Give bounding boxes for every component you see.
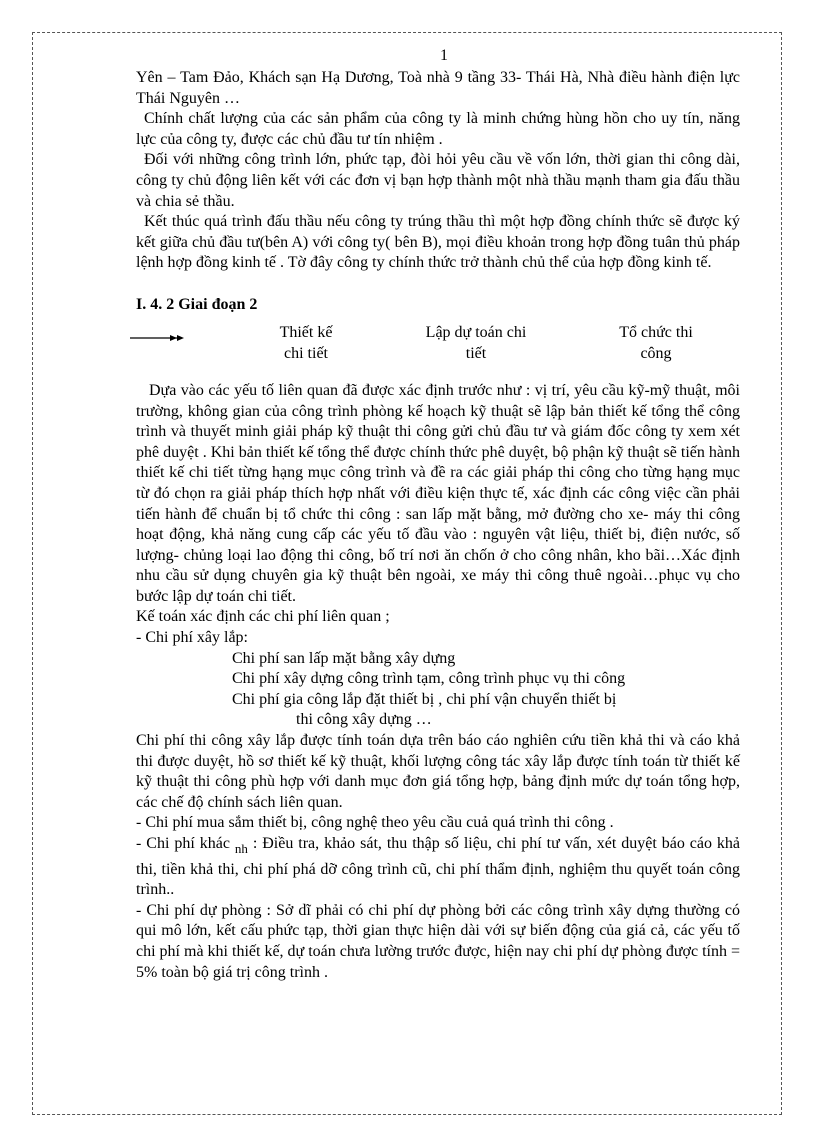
intro-paragraph-1: Yên – Tam Đảo, Khách sạn Hạ Dương, Toà nhà 9 tầng 33- Thái Hà, Nhà điều hành điện lực Thái Nguyên … [136,69,740,107]
flow-step-line: Thiết kế [279,323,333,341]
flow-step-organize-construction [596,323,716,364]
equipment-cost: - Chi phí mua sắm thiết bị, công nghệ theo yêu cầu cuả quá trình thi công . [136,814,614,832]
construction-cost-item: Chi phí san lấp mặt bằng xây dựng [232,649,456,667]
flow-step-line: Lập dự toán chi [425,323,527,341]
document-body [136,46,740,983]
intro-paragraph-4: Kết thúc quá trình đấu thầu nếu công ty trúng thầu thì một hợp đồng chính thức sẽ được ký kết giữa chủ đầu tư(bên A) với công ty( bên B), mọi điều khoản trong hợp đồng tuân thủ pháp lệnh hợp đồng kinh tế . Tờ đây công ty chính thức trở thành chủ thể của hợp đồng kinh tế. [136,213,740,272]
arrow-right-icon [130,333,186,343]
construction-cost-item: Chi phí gia công lắp đặt thiết bị , chi phí vận chuyển thiết bị [232,690,617,708]
process-flow [136,323,740,381]
other-cost [136,834,740,901]
construction-cost-item-continued: thi công xây dựng … [296,711,432,729]
flow-step-detailed-estimate [396,323,556,364]
contingency-cost: - Chi phí dự phòng : Sở dĩ phải có chi phí dự phòng bởi các công trình xây dựng thường có qui mô lớn, kết cấu phức tạp, thời gian thực hiện dài với sự biến động của giá cả, các yếu tố chi phí mà khi thiết kế, dự toán chưa lường trước được, hiện nay chi phí dự phòng được tính = 5% toàn bộ giá trị công trình . [136,901,740,981]
cost-intro: Kế toán xác định các chi phí liên quan ; [136,608,390,626]
intro-paragraph-3: Đối với những công trình lớn, phức tạp, đòi hỏi yêu cầu về vốn lớn, thời gian thi công dài, công ty chủ động liên kết với các đơn vị bạn hợp thành một nhà thầu mạnh tham gia đấu thầu và chia sẻ thầu. [136,151,740,210]
flow-step-line: chi tiết [284,344,328,362]
intro-paragraph-2: Chính chất lượng của các sản phẩm của công ty là minh chứng hùng hồn cho uy tín, năng lực của công ty, được các chủ đầu tư tín nhiệm . [136,110,740,148]
construction-cost-item: Chi phí xây dựng công trình tạm, công trình phục vụ thi công [232,670,626,688]
flow-step-line: Tổ chức thi [619,323,693,341]
section-heading: I. 4. 2 Giai đoạn 2 [136,295,258,313]
flow-step-line: tiết [465,344,487,362]
other-cost-text: : Điều tra, khảo sát, thu thập số liệu, chi phí tư vấn, xét duyệt báo cáo khả thi, tiền khả thi, chi phí phá dỡ công trình cũ, chi phí thẩm định, nghiệm thu quyết toán công trình.. [136,835,741,899]
other-cost-label: - Chi phí khác [136,835,230,852]
flow-step-line: công [640,344,672,362]
flow-step-detailed-design [258,323,354,364]
construction-cost-paragraph: Chi phí thi công xây lắp được tính toán dựa trên báo cáo nghiên cứu tiền khả thi và cáo khả thi được duyệt, hồ sơ thiết kế kỹ thuật, khối lượng công tác xây lắp được tính toán từ thiết kế kỹ thuật thi công phù hợp với danh mục đơn giá tổng hợp, bảng định mức dự toán tổng hợp, các chế độ chính sách liên quan. [136,732,740,811]
construction-cost-label: - Chi phí xây lắp: [136,629,248,647]
main-paragraph: Dựa vào các yếu tố liên quan đã được xác định trước như : vị trí, yêu cầu kỹ-mỹ thuật, môi trường, không gian của công trình phòng kế hoạch kỹ thuật sẽ lập bản thiết kế tổng thể công trình và thuyết minh giải pháp kỹ thuật thi công gửi chủ đầu tư và giám đốc công ty xem xét phê duyệt . Khi bản thiết kế tổng thể được chính thức phê duyệt, bộ phận kỹ thuật sẽ tiến hành thiết kế chi tiết từng hạng mục công trình và đề ra các giải pháp thi công cho từng hạng mục từ đó chọn ra giải pháp thích hợp nhất với điều kiện thực tế, xác định các công việc cần phải tiến hành để chuẩn bị tổ chức thi công : san lấp mặt bằng, mở đường cho xe- máy thi công hoạt động, khả năng cung cấp các yếu tố đầu vào : nguyên vật liệu, thiết bị, điện nước, số lượng- chủng loại lao động thi công, bố trí nơi ăn chốn ở cho công nhân, kho bãi…Xác định nhu cầu sử dụng chuyên gia kỹ thuật bên ngoài, xe máy thi công thuê ngoài…phục vụ cho bước lập dự toán chi tiết. [136,381,740,605]
other-cost-subscript: nh [234,841,248,856]
page-number: 1 [440,47,448,64]
